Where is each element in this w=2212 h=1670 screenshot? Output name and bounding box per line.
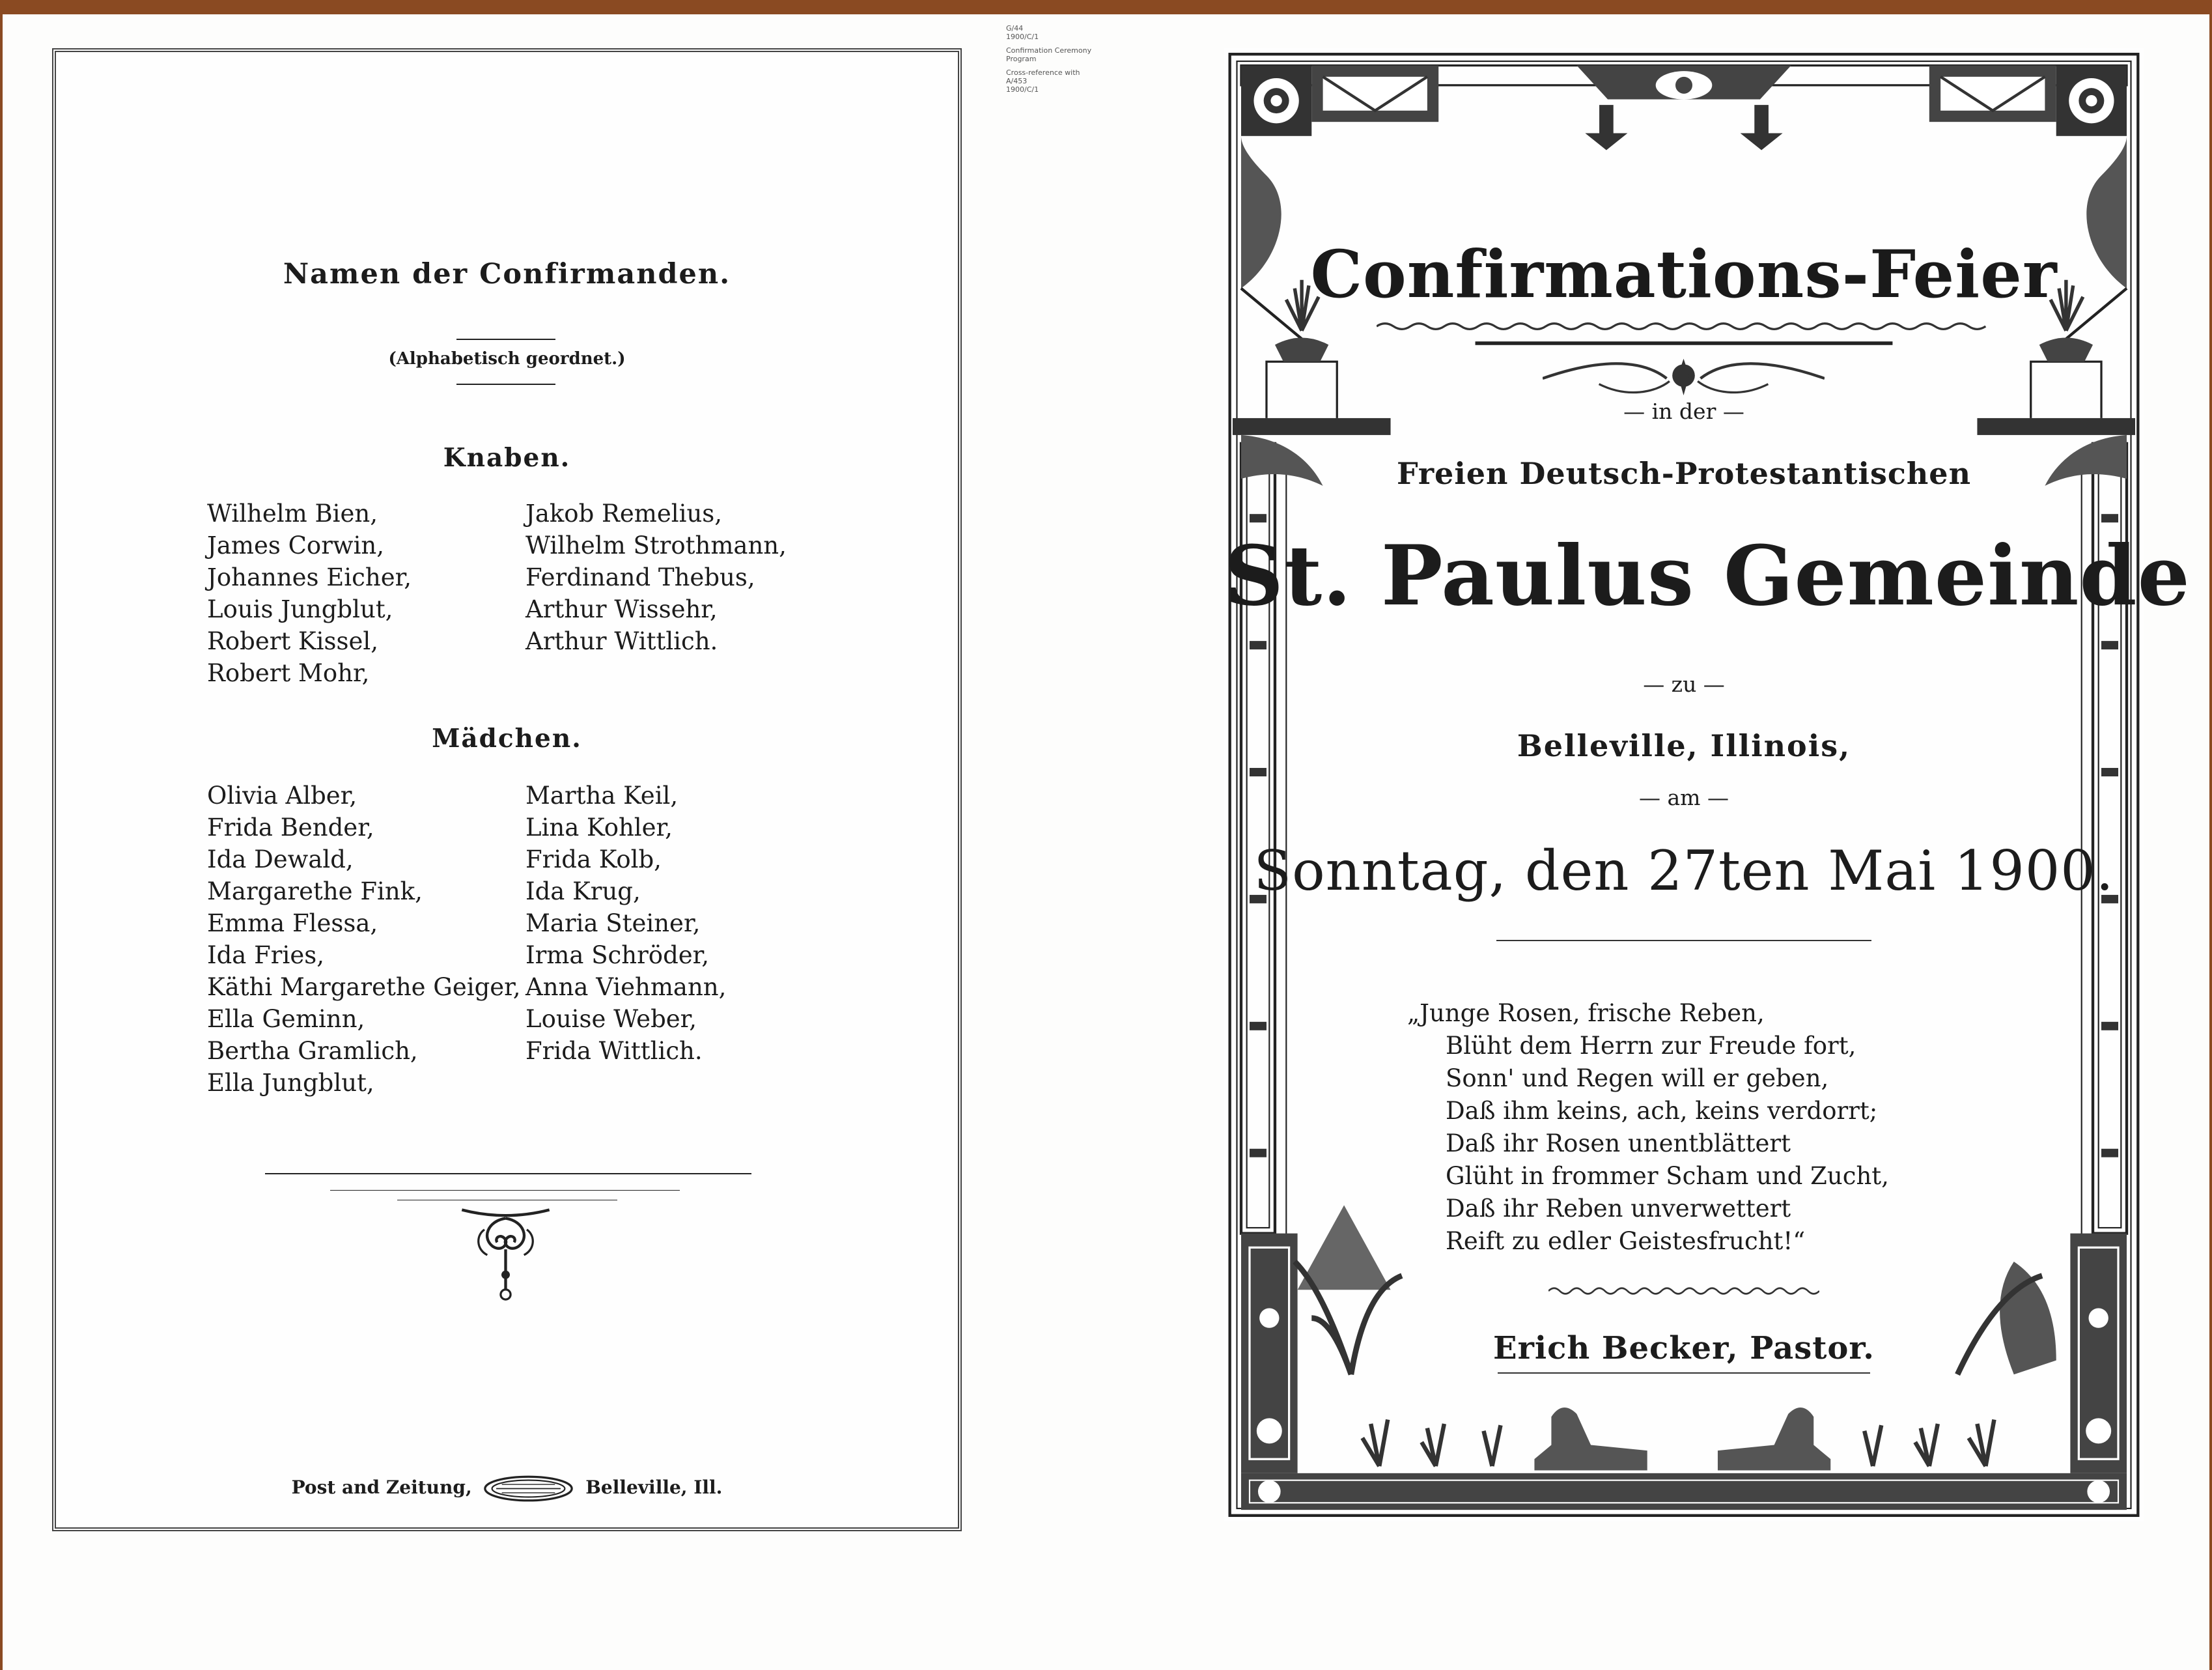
girl-name: Frida Bender, — [207, 814, 374, 842]
boy-name: Robert Mohr, — [207, 659, 370, 687]
archive-description: Confirmation Ceremony Program — [1006, 46, 1092, 63]
girl-name: Lina Kohler, — [525, 814, 673, 842]
girl-name: Irma Schröder, — [525, 941, 710, 969]
girl-name: Olivia Alber, — [207, 782, 357, 810]
boy-name: Arthur Wissehr, — [525, 595, 718, 623]
in-der-line: — in der — — [1623, 399, 1744, 424]
girl-name: Emma Flessa, — [207, 909, 378, 937]
girl-name: Ida Dewald, — [207, 845, 354, 873]
girl-name: Louise Weber, — [525, 1005, 697, 1033]
archive-note — [1006, 24, 1119, 99]
archive-crossref-a: A/453 — [1006, 77, 1028, 85]
boy-name: Jakob Remelius, — [525, 500, 723, 528]
girls-column-1 — [207, 780, 521, 1099]
subheading-rule-bottom — [456, 384, 555, 385]
printer-name: Post and Zeitung, — [291, 1477, 472, 1498]
poem-line: Daß ihr Rosen unentblättert — [1446, 1129, 1791, 1157]
girls-title: Mädchen. — [432, 724, 582, 754]
boy-name: Robert Kissel, — [207, 627, 378, 655]
girl-name: Ida Fries, — [207, 941, 324, 969]
signature-underline — [1498, 1372, 1870, 1374]
boy-name: Wilhelm Bien, — [207, 500, 378, 528]
right-edge — [2209, 0, 2212, 1670]
girl-name: Ida Krug, — [525, 877, 641, 905]
girl-name: Ella Jungblut, — [207, 1069, 374, 1097]
girl-name: Bertha Gramlich, — [207, 1037, 418, 1065]
date-underline — [1496, 940, 1871, 941]
am-line: — am — — [1639, 785, 1729, 810]
zu-line: — zu — — [1643, 672, 1725, 697]
boys-title: Knaben. — [443, 443, 571, 473]
boys-column-2 — [525, 498, 787, 657]
boy-name: James Corwin, — [207, 531, 384, 559]
subheading-rule-top — [456, 339, 555, 340]
boy-name: Ferdinand Thebus, — [525, 563, 755, 591]
archive-crossref-b: 1900/C/1 — [1006, 85, 1039, 94]
union-label-seal — [482, 1475, 575, 1503]
right-page — [1224, 48, 2191, 1521]
poem-line: Daß ihr Reben unverwettert — [1446, 1195, 1791, 1223]
boy-name: Johannes Eicher, — [207, 563, 412, 591]
girl-name: Ella Geminn, — [207, 1005, 365, 1033]
boy-name: Louis Jungblut, — [207, 595, 393, 623]
congregation-adjective: Freien Deutsch-Protestantischen — [1396, 456, 1972, 491]
boy-name: Wilhelm Strothmann, — [525, 531, 787, 559]
left-edge — [0, 0, 3, 1670]
title-ornament — [1543, 353, 1825, 404]
congregation-name: St. Paulus Gemeinde — [1224, 528, 2191, 624]
closing-rule-1 — [265, 1173, 751, 1174]
girl-name: Frida Wittlich. — [525, 1037, 703, 1065]
girl-name: Anna Viehmann, — [525, 973, 727, 1001]
poem-divider — [1548, 1284, 1819, 1297]
top-edge — [0, 0, 2212, 14]
poem-line: Daß ihm keins, ach, keins verdorrt; — [1446, 1097, 1878, 1125]
pastor-signature: Erich Becker, Pastor. — [1492, 1330, 1875, 1366]
poem-line: Sonn' und Regen will er geben, — [1446, 1064, 1829, 1092]
flourish-ornament — [459, 1207, 552, 1306]
girls-column-2 — [525, 780, 726, 1067]
archive-crossref-label: Cross-reference with — [1006, 68, 1080, 77]
names-subheading: (Alphabetisch geordnet.) — [388, 349, 626, 369]
poem-line: Glüht in frommer Scham und Zucht, — [1446, 1162, 1889, 1190]
girl-name: Margarethe Fink, — [207, 877, 423, 905]
boys-column-1 — [207, 498, 412, 689]
girl-name: Frida Kolb, — [525, 845, 662, 873]
ceremony-title: Confirmations-Feier — [1310, 236, 2058, 313]
poem-line: Blüht dem Herrn zur Freude fort, — [1446, 1032, 1856, 1060]
girl-name: Maria Steiner, — [525, 909, 701, 937]
closing-rule-2 — [330, 1190, 680, 1191]
left-page — [52, 48, 962, 1531]
boy-name: Arthur Wittlich. — [525, 627, 718, 655]
girl-name: Käthi Margarethe Geiger, — [207, 973, 521, 1001]
names-heading: Namen der Confirmanden. — [283, 258, 731, 290]
poem-line: „Junge Rosen, frische Reben, — [1407, 999, 1765, 1027]
title-underline — [1377, 318, 1991, 352]
printer-place: Belleville, Ill. — [585, 1477, 723, 1498]
ceremony-date: Sonntag, den 27ten Mai 1900. — [1253, 839, 2114, 903]
city-line: Belleville, Illinois, — [1517, 728, 1851, 763]
girl-name: Martha Keil, — [525, 782, 679, 810]
archive-code: 1900/C/1 — [1006, 33, 1039, 41]
printer-line — [56, 1475, 958, 1503]
poem — [1407, 997, 1889, 1258]
poem-line: Reift zu edler Geistesfrucht!“ — [1446, 1227, 1806, 1255]
archive-ref: G/44 — [1006, 24, 1024, 33]
